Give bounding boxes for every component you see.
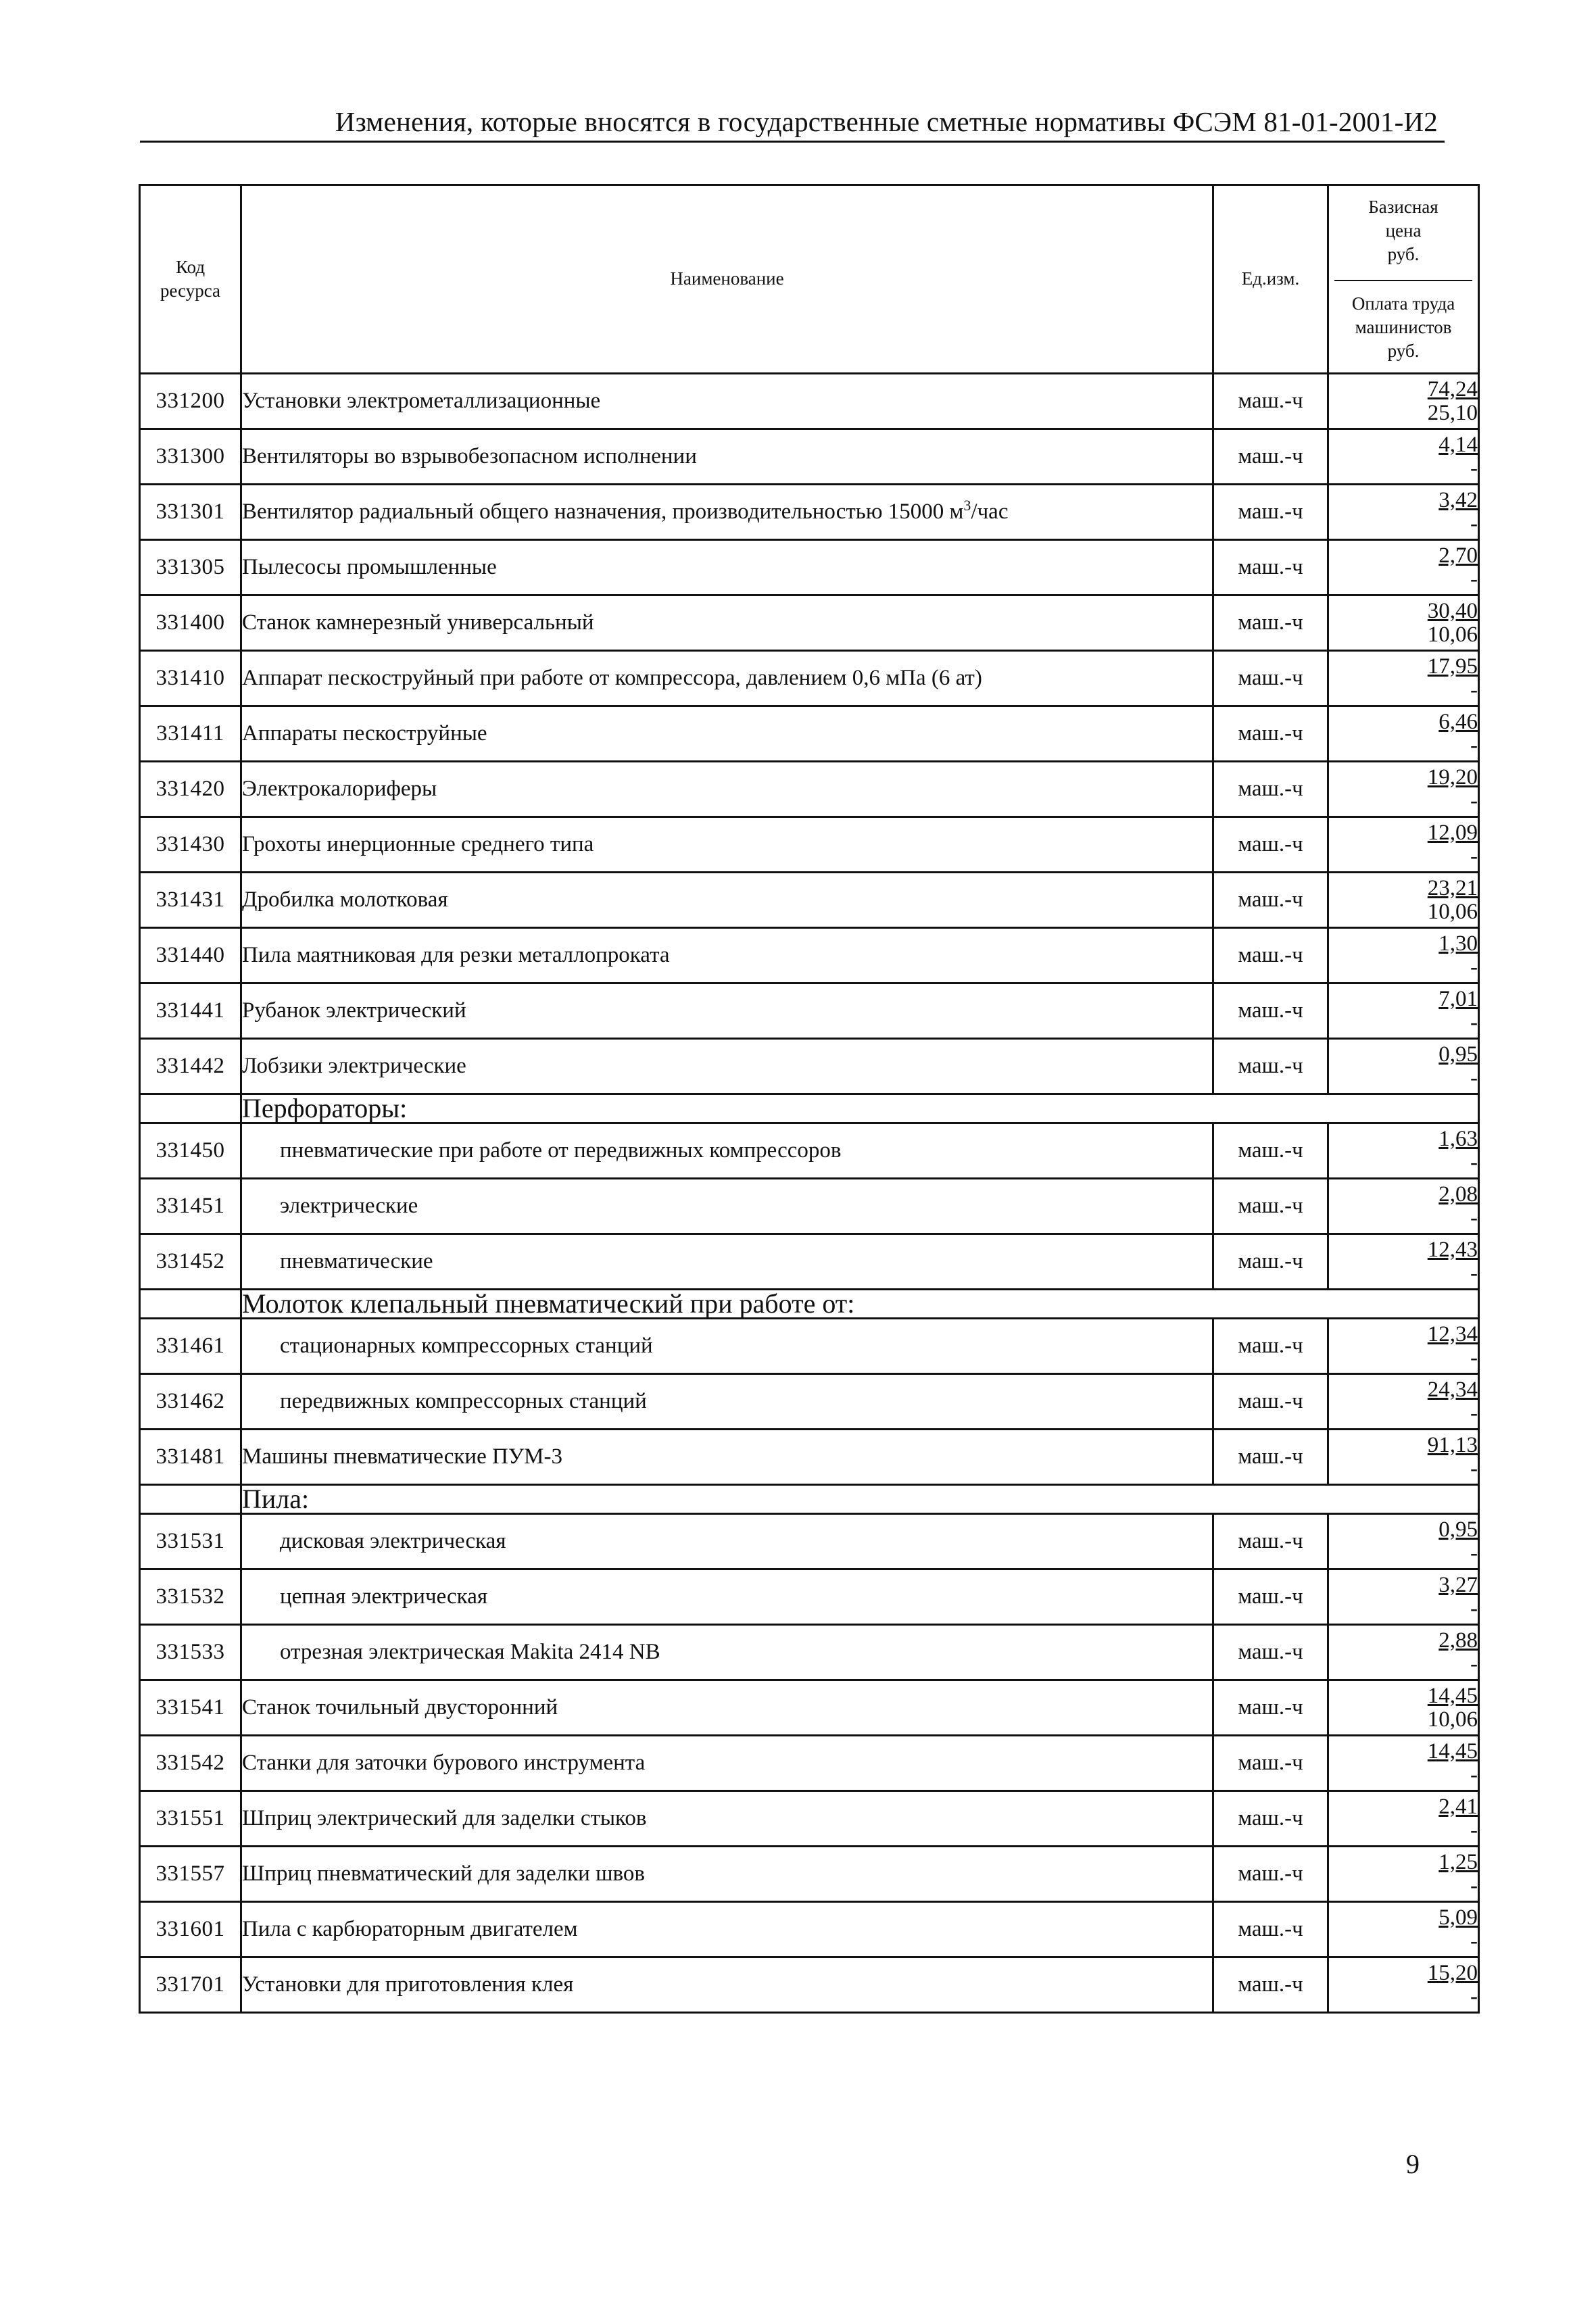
operator-pay: - xyxy=(1470,566,1478,591)
section-gap-cell xyxy=(140,1485,241,1514)
operator-pay: - xyxy=(1470,788,1478,813)
resource-name-text: Электрокалориферы xyxy=(242,776,437,801)
price-cell xyxy=(1328,651,1479,706)
base-price: 2,41 xyxy=(1438,1794,1478,1819)
resource-name-text: Вентилятор радиальный общего назначения, производительностью 15000 м xyxy=(242,499,964,524)
base-price: 30,40 xyxy=(1427,598,1478,623)
table-row xyxy=(140,983,1479,1039)
base-price: 91,13 xyxy=(1427,1432,1478,1457)
resource-code: 331542 xyxy=(140,1736,241,1791)
base-price: 0,95 xyxy=(1438,1517,1478,1542)
price-cell xyxy=(1328,983,1479,1039)
base-price: 24,34 xyxy=(1427,1377,1478,1402)
base-price: 3,27 xyxy=(1438,1572,1478,1597)
resource-name-superscript: 3 xyxy=(963,496,971,514)
resource-name xyxy=(241,817,1213,873)
price-cell xyxy=(1328,1957,1479,2013)
resource-code: 331481 xyxy=(140,1430,241,1485)
base-price: 23,21 xyxy=(1427,875,1478,900)
resource-name-text: электрические xyxy=(280,1193,418,1218)
resource-name xyxy=(241,1374,1213,1430)
section-title: Молоток клепальный пневматический при работе от: xyxy=(241,1290,1479,1319)
page-header-title: Изменения, которые вносятся в государственные сметные нормативы ФСЭМ 81-01-2001-И2 xyxy=(335,106,1438,137)
resource-name xyxy=(241,1957,1213,2013)
column-header-code xyxy=(140,185,241,374)
base-price: 1,63 xyxy=(1438,1126,1478,1151)
unit-of-measure: маш.-ч xyxy=(1213,706,1328,762)
column-header-unit: Ед.изм. xyxy=(1213,185,1328,374)
price-cell xyxy=(1328,485,1479,540)
operator-pay: 25,10 xyxy=(1427,400,1478,425)
resource-name-text: Установки электрометаллизационные xyxy=(242,388,601,413)
resource-name xyxy=(241,374,1213,429)
unit-of-measure: маш.-ч xyxy=(1213,1374,1328,1430)
price-cell xyxy=(1328,928,1479,983)
resource-name-text: пневматические при работе от передвижных компрессоров xyxy=(280,1138,842,1163)
base-price: 2,88 xyxy=(1438,1628,1478,1653)
resource-name-text: пневматические xyxy=(280,1248,433,1273)
base-price: 2,70 xyxy=(1438,543,1478,568)
resource-name xyxy=(241,873,1213,928)
base-price: 14,45 xyxy=(1427,1683,1478,1708)
resource-code: 331461 xyxy=(140,1319,241,1374)
resource-name xyxy=(241,1847,1213,1902)
page-number: 9 xyxy=(1406,2149,1420,2179)
operator-pay: - xyxy=(1470,954,1478,979)
resource-name-text: Станки для заточки бурового инструмента xyxy=(242,1750,646,1775)
unit-of-measure: маш.-ч xyxy=(1213,485,1328,540)
price-cell xyxy=(1328,1514,1479,1569)
table-row xyxy=(140,1736,1479,1791)
unit-of-measure: маш.-ч xyxy=(1213,762,1328,817)
price-cell xyxy=(1328,873,1479,928)
column-header-operator-pay-line3: руб. xyxy=(1387,341,1420,362)
base-price: 19,20 xyxy=(1427,764,1478,789)
unit-of-measure: маш.-ч xyxy=(1213,1179,1328,1234)
unit-of-measure: маш.-ч xyxy=(1213,1625,1328,1680)
resource-name-text: цепная электрическая xyxy=(280,1584,488,1609)
unit-of-measure: маш.-ч xyxy=(1213,1736,1328,1791)
unit-of-measure: маш.-ч xyxy=(1213,651,1328,706)
resource-name xyxy=(241,762,1213,817)
price-cell xyxy=(1328,1680,1479,1736)
table-header-row xyxy=(140,185,1479,374)
resource-code: 331452 xyxy=(140,1234,241,1290)
base-price: 14,45 xyxy=(1427,1738,1478,1763)
unit-of-measure: маш.-ч xyxy=(1213,374,1328,429)
resource-name xyxy=(241,1430,1213,1485)
unit-of-measure: маш.-ч xyxy=(1213,1957,1328,2013)
resource-name-text: Лобзики электрические xyxy=(242,1053,466,1078)
resource-name xyxy=(241,1039,1213,1094)
unit-of-measure: маш.-ч xyxy=(1213,1514,1328,1569)
base-price: 1,25 xyxy=(1438,1849,1478,1874)
resource-code: 331441 xyxy=(140,983,241,1039)
resource-name-text: Шприц электрический для заделки стыков xyxy=(242,1805,647,1830)
price-cell xyxy=(1328,1039,1479,1094)
resource-name-text: Аппарат пескоструйный при работе от компрессора, давлением 0,6 мПа (6 ат) xyxy=(242,665,982,690)
price-cell xyxy=(1328,1569,1479,1625)
unit-of-measure: маш.-ч xyxy=(1213,1430,1328,1485)
section-gap-cell xyxy=(140,1094,241,1123)
operator-pay: - xyxy=(1470,1651,1478,1676)
price-cell xyxy=(1328,1902,1479,1957)
column-header-code-line1: Код xyxy=(175,256,205,277)
resource-name xyxy=(241,1902,1213,1957)
price-cell xyxy=(1328,540,1479,595)
resource-code: 331450 xyxy=(140,1123,241,1179)
table-row xyxy=(140,1791,1479,1847)
resource-name-text: Грохоты инерционные среднего типа xyxy=(242,831,594,856)
operator-pay: - xyxy=(1470,1818,1478,1843)
resource-code: 331440 xyxy=(140,928,241,983)
resource-name xyxy=(241,1319,1213,1374)
base-price: 4,14 xyxy=(1438,432,1478,457)
section-title: Пила: xyxy=(241,1485,1479,1514)
resource-name xyxy=(241,651,1213,706)
price-cell xyxy=(1328,706,1479,762)
operator-pay: - xyxy=(1470,1205,1478,1230)
table-row xyxy=(140,1234,1479,1290)
table-row xyxy=(140,1179,1479,1234)
table-row xyxy=(140,1319,1479,1374)
operator-pay: - xyxy=(1470,1261,1478,1286)
unit-of-measure: маш.-ч xyxy=(1213,817,1328,873)
operator-pay: - xyxy=(1470,511,1478,536)
price-cell xyxy=(1328,429,1479,485)
resource-code: 331300 xyxy=(140,429,241,485)
column-header-name: Наименование xyxy=(241,185,1213,374)
unit-of-measure: маш.-ч xyxy=(1213,1569,1328,1625)
price-cell xyxy=(1328,1847,1479,1902)
resource-code: 331557 xyxy=(140,1847,241,1902)
resource-code: 331532 xyxy=(140,1569,241,1625)
resource-code: 331541 xyxy=(140,1680,241,1736)
table-row xyxy=(140,1957,1479,2013)
resource-name xyxy=(241,1736,1213,1791)
table-row xyxy=(140,1039,1479,1094)
resource-name xyxy=(241,1234,1213,1290)
resource-name xyxy=(241,1179,1213,1234)
resource-name-text: Аппараты пескоструйные xyxy=(242,721,487,746)
table-row xyxy=(140,1680,1479,1736)
resource-name xyxy=(241,1514,1213,1569)
resource-name-text: Машины пневматические ПУМ-3 xyxy=(242,1444,562,1469)
operator-pay: - xyxy=(1470,733,1478,758)
table-row xyxy=(140,706,1479,762)
resource-code: 331305 xyxy=(140,540,241,595)
column-header-operator-pay-line1: Оплата труда xyxy=(1351,293,1455,314)
column-header-base-price xyxy=(1329,195,1478,280)
operator-pay: 10,06 xyxy=(1427,899,1478,924)
resource-name-text: Станок точильный двусторонний xyxy=(242,1695,558,1720)
resource-code: 331442 xyxy=(140,1039,241,1094)
resource-name xyxy=(241,983,1213,1039)
column-header-price xyxy=(1328,185,1479,374)
resource-code: 331533 xyxy=(140,1625,241,1680)
operator-pay: 10,06 xyxy=(1427,1707,1478,1732)
operator-pay: 10,06 xyxy=(1427,622,1478,647)
operator-pay: - xyxy=(1470,456,1478,481)
section-row xyxy=(140,1094,1479,1123)
resource-name-text: передвижных компрессорных станций xyxy=(280,1388,647,1413)
table-row xyxy=(140,1569,1479,1625)
table-row xyxy=(140,817,1479,873)
price-cell xyxy=(1328,762,1479,817)
resource-name xyxy=(241,429,1213,485)
unit-of-measure: маш.-ч xyxy=(1213,1123,1328,1179)
resource-code: 331420 xyxy=(140,762,241,817)
resource-name-text: Дробилка молотковая xyxy=(242,887,448,912)
section-row xyxy=(140,1485,1479,1514)
base-price: 5,09 xyxy=(1438,1905,1478,1930)
base-price: 1,30 xyxy=(1438,931,1478,956)
resource-name-text: Пила маятниковая для резки металлопроката xyxy=(242,942,670,967)
base-price: 0,95 xyxy=(1438,1042,1478,1067)
resource-name-text: Вентиляторы во взрывобезопасном исполнении xyxy=(242,443,697,468)
operator-pay: - xyxy=(1470,1762,1478,1787)
table-row xyxy=(140,1902,1479,1957)
operator-pay: - xyxy=(1470,1596,1478,1621)
resource-table xyxy=(139,184,1480,2014)
unit-of-measure: маш.-ч xyxy=(1213,1847,1328,1902)
operator-pay: - xyxy=(1470,1928,1478,1953)
resource-name xyxy=(241,706,1213,762)
section-title: Перфораторы: xyxy=(241,1094,1479,1123)
table-row xyxy=(140,762,1479,817)
table-row xyxy=(140,651,1479,706)
unit-of-measure: маш.-ч xyxy=(1213,429,1328,485)
operator-pay: - xyxy=(1470,1010,1478,1035)
table-row xyxy=(140,928,1479,983)
column-header-base-price-line1: Базисная xyxy=(1368,196,1438,217)
column-header-operator-pay xyxy=(1334,280,1472,363)
table-row xyxy=(140,1374,1479,1430)
resource-name xyxy=(241,540,1213,595)
resource-name xyxy=(241,485,1213,540)
base-price: 3,42 xyxy=(1438,487,1478,512)
table-row xyxy=(140,1430,1479,1485)
resource-name-text: Шприц пневматический для заделки швов xyxy=(242,1861,645,1886)
unit-of-measure: маш.-ч xyxy=(1213,1234,1328,1290)
price-cell xyxy=(1328,817,1479,873)
resource-code: 331400 xyxy=(140,595,241,651)
column-header-operator-pay-line2: машинистов xyxy=(1355,317,1452,338)
resource-name-text: Рубанок электрический xyxy=(242,998,466,1023)
page-header xyxy=(140,103,1445,143)
price-cell xyxy=(1328,1625,1479,1680)
table-row xyxy=(140,1847,1479,1902)
unit-of-measure: маш.-ч xyxy=(1213,873,1328,928)
resource-code: 331462 xyxy=(140,1374,241,1430)
column-header-base-price-line3: руб. xyxy=(1387,243,1420,264)
unit-of-measure: маш.-ч xyxy=(1213,983,1328,1039)
resource-name xyxy=(241,1791,1213,1847)
table-row xyxy=(140,485,1479,540)
resource-code: 331430 xyxy=(140,817,241,873)
operator-pay: - xyxy=(1470,844,1478,869)
resource-name xyxy=(241,1680,1213,1736)
resource-code: 331601 xyxy=(140,1902,241,1957)
price-cell xyxy=(1328,595,1479,651)
unit-of-measure: маш.-ч xyxy=(1213,595,1328,651)
unit-of-measure: маш.-ч xyxy=(1213,1902,1328,1957)
base-price: 15,20 xyxy=(1427,1960,1478,1985)
resource-name-text: Станок камнерезный универсальный xyxy=(242,610,594,635)
base-price: 74,24 xyxy=(1427,376,1478,401)
table-body xyxy=(140,374,1479,2013)
resource-name-text: стационарных компрессорных станций xyxy=(280,1333,653,1358)
resource-code: 331431 xyxy=(140,873,241,928)
price-cell xyxy=(1328,1179,1479,1234)
table-row xyxy=(140,374,1479,429)
table-row xyxy=(140,429,1479,485)
unit-of-measure: маш.-ч xyxy=(1213,1319,1328,1374)
resource-name xyxy=(241,595,1213,651)
operator-pay: - xyxy=(1470,1150,1478,1175)
resource-code: 331301 xyxy=(140,485,241,540)
table-row xyxy=(140,540,1479,595)
base-price: 12,34 xyxy=(1427,1321,1478,1346)
operator-pay: - xyxy=(1470,1065,1478,1090)
resource-name xyxy=(241,1625,1213,1680)
price-cell xyxy=(1328,1430,1479,1485)
resource-name xyxy=(241,1123,1213,1179)
operator-pay: - xyxy=(1470,1873,1478,1898)
operator-pay: - xyxy=(1470,1984,1478,2009)
price-cell xyxy=(1328,1234,1479,1290)
base-price: 12,43 xyxy=(1427,1237,1478,1262)
operator-pay: - xyxy=(1470,1345,1478,1370)
operator-pay: - xyxy=(1470,1456,1478,1481)
table-row xyxy=(140,1625,1479,1680)
operator-pay: - xyxy=(1470,1400,1478,1425)
operator-pay: - xyxy=(1470,1540,1478,1565)
table-row xyxy=(140,873,1479,928)
resource-code: 331701 xyxy=(140,1957,241,2013)
price-cell xyxy=(1328,1736,1479,1791)
table-row xyxy=(140,595,1479,651)
base-price: 7,01 xyxy=(1438,986,1478,1011)
base-price: 12,09 xyxy=(1427,820,1478,845)
unit-of-measure: маш.-ч xyxy=(1213,1680,1328,1736)
resource-name xyxy=(241,928,1213,983)
base-price: 2,08 xyxy=(1438,1181,1478,1207)
resource-code: 331551 xyxy=(140,1791,241,1847)
resource-name-text: Пила с карбюраторным двигателем xyxy=(242,1916,578,1941)
price-cell xyxy=(1328,1123,1479,1179)
resource-code: 331410 xyxy=(140,651,241,706)
table-row xyxy=(140,1514,1479,1569)
column-header-code-line2: ресурса xyxy=(160,281,221,301)
resource-name-text: Пылесосы промышленные xyxy=(242,554,497,579)
unit-of-measure: маш.-ч xyxy=(1213,1791,1328,1847)
base-price: 17,95 xyxy=(1427,654,1478,679)
resource-name-text: отрезная электрическая Makita 2414 NB xyxy=(280,1639,660,1664)
unit-of-measure: маш.-ч xyxy=(1213,1039,1328,1094)
resource-name xyxy=(241,1569,1213,1625)
resource-code: 331531 xyxy=(140,1514,241,1569)
resource-name-text: дисковая электрическая xyxy=(280,1528,506,1553)
resource-code: 331451 xyxy=(140,1179,241,1234)
resource-table-container xyxy=(139,184,1478,2014)
unit-of-measure: маш.-ч xyxy=(1213,928,1328,983)
table-row xyxy=(140,1123,1479,1179)
resource-name-tail: /час xyxy=(971,499,1009,524)
resource-name-text: Установки для приготовления клея xyxy=(242,1972,574,1997)
column-header-base-price-line2: цена xyxy=(1385,220,1422,241)
operator-pay: - xyxy=(1470,677,1478,702)
price-cell xyxy=(1328,1374,1479,1430)
price-cell xyxy=(1328,1791,1479,1847)
base-price: 6,46 xyxy=(1438,709,1478,734)
resource-code: 331411 xyxy=(140,706,241,762)
section-gap-cell xyxy=(140,1290,241,1319)
resource-code: 331200 xyxy=(140,374,241,429)
price-cell xyxy=(1328,374,1479,429)
section-row xyxy=(140,1290,1479,1319)
price-cell xyxy=(1328,1319,1479,1374)
unit-of-measure: маш.-ч xyxy=(1213,540,1328,595)
